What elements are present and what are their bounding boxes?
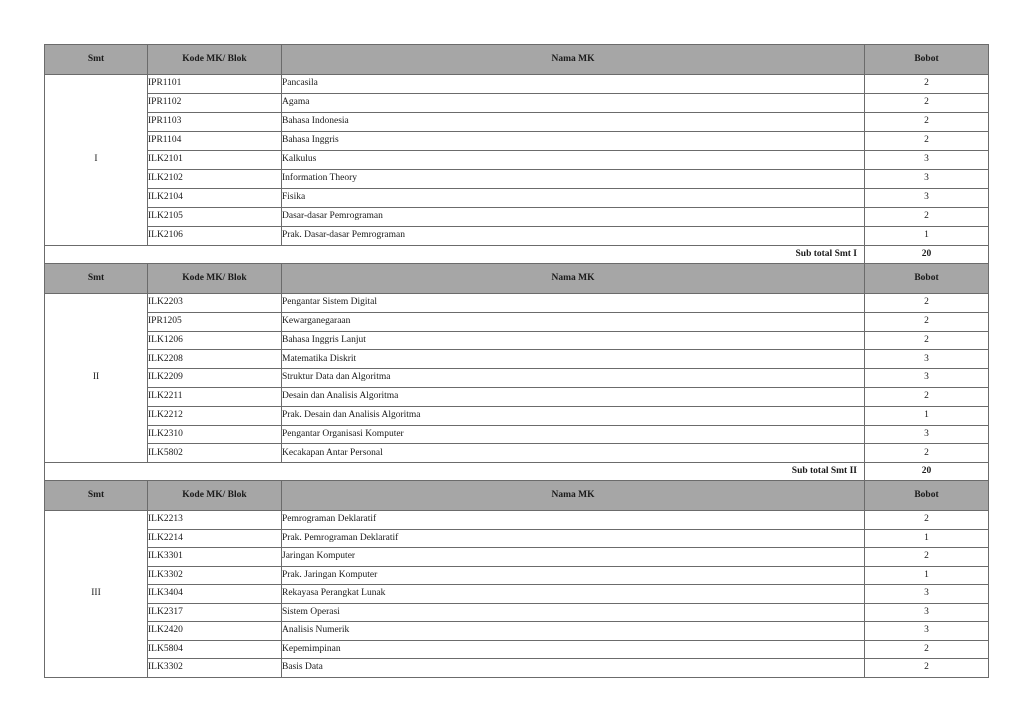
course-weight: 2 — [865, 208, 989, 227]
table-row — [45, 227, 989, 246]
table-row — [45, 444, 989, 463]
semester-table-2 — [44, 263, 989, 481]
table-row — [45, 548, 989, 567]
header-kode: Kode MK/ Blok — [148, 481, 282, 511]
course-name: Kewarganegaraan — [282, 312, 865, 331]
course-weight: 2 — [865, 659, 989, 678]
course-code: ILK3301 — [148, 548, 282, 567]
table-row — [45, 312, 989, 331]
table-row — [45, 331, 989, 350]
course-code: ILK2310 — [148, 425, 282, 444]
course-weight: 2 — [865, 132, 989, 151]
course-weight: 3 — [865, 350, 989, 369]
table-row — [45, 189, 989, 208]
course-name: Kecakapan Antar Personal — [282, 444, 865, 463]
semester-label: I — [45, 75, 148, 246]
table-row — [45, 622, 989, 641]
course-name: Struktur Data dan Algoritma — [282, 369, 865, 388]
course-weight: 2 — [865, 387, 989, 406]
table-row — [45, 566, 989, 585]
course-code: ILK2317 — [148, 603, 282, 622]
subtotal-value: 20 — [865, 246, 989, 264]
course-name: Pancasila — [282, 75, 865, 94]
course-name: Bahasa Indonesia — [282, 113, 865, 132]
course-weight: 1 — [865, 406, 989, 425]
table-row — [45, 406, 989, 425]
course-name: Bahasa Inggris — [282, 132, 865, 151]
semester-label: III — [45, 511, 148, 678]
table-row — [45, 603, 989, 622]
course-name: Analisis Numerik — [282, 622, 865, 641]
header-smt: Smt — [45, 264, 148, 294]
course-name: Rekayasa Perangkat Lunak — [282, 585, 865, 604]
course-name: Kalkulus — [282, 151, 865, 170]
course-weight: 2 — [865, 294, 989, 313]
course-code: ILK2106 — [148, 227, 282, 246]
table-row — [45, 585, 989, 604]
course-weight: 1 — [865, 227, 989, 246]
course-weight: 3 — [865, 369, 989, 388]
course-name: Pengantar Sistem Digital — [282, 294, 865, 313]
table-row — [45, 151, 989, 170]
header-nama: Nama MK — [282, 264, 865, 294]
course-weight: 2 — [865, 312, 989, 331]
header-bobot: Bobot — [865, 264, 989, 294]
course-name: Information Theory — [282, 170, 865, 189]
course-name: Prak. Pemrograman Deklaratif — [282, 529, 865, 548]
table-row — [45, 659, 989, 678]
course-code: ILK2211 — [148, 387, 282, 406]
course-code: IPR1103 — [148, 113, 282, 132]
course-code: ILK3302 — [148, 566, 282, 585]
subtotal-label: Sub total Smt II — [45, 463, 865, 481]
course-code: ILK5802 — [148, 444, 282, 463]
course-code: ILK2213 — [148, 511, 282, 530]
table-row — [45, 294, 989, 313]
course-weight: 1 — [865, 529, 989, 548]
course-weight: 2 — [865, 331, 989, 350]
header-bobot: Bobot — [865, 45, 989, 75]
curriculum-document — [44, 44, 988, 678]
course-code: ILK3404 — [148, 585, 282, 604]
course-weight: 2 — [865, 113, 989, 132]
course-weight: 2 — [865, 444, 989, 463]
course-weight: 3 — [865, 151, 989, 170]
table-row — [45, 350, 989, 369]
subtotal-value: 20 — [865, 463, 989, 481]
course-code: ILK3302 — [148, 659, 282, 678]
table-row — [45, 640, 989, 659]
header-kode: Kode MK/ Blok — [148, 264, 282, 294]
table-row — [45, 170, 989, 189]
course-name: Kepemimpinan — [282, 640, 865, 659]
course-weight: 2 — [865, 640, 989, 659]
course-name: Jaringan Komputer — [282, 548, 865, 567]
course-code: ILK2214 — [148, 529, 282, 548]
header-bobot: Bobot — [865, 481, 989, 511]
course-weight: 2 — [865, 548, 989, 567]
course-name: Dasar-dasar Pemrograman — [282, 208, 865, 227]
course-weight: 1 — [865, 566, 989, 585]
course-weight: 3 — [865, 622, 989, 641]
table-row — [45, 94, 989, 113]
table-row — [45, 75, 989, 94]
table-row — [45, 511, 989, 530]
course-weight: 2 — [865, 75, 989, 94]
course-code: ILK2101 — [148, 151, 282, 170]
course-code: ILK5804 — [148, 640, 282, 659]
course-weight: 3 — [865, 603, 989, 622]
header-nama: Nama MK — [282, 481, 865, 511]
table-row — [45, 132, 989, 151]
subtotal-label: Sub total Smt I — [45, 246, 865, 264]
course-weight: 3 — [865, 425, 989, 444]
table-row — [45, 387, 989, 406]
course-name: Sistem Operasi — [282, 603, 865, 622]
course-code: IPR1101 — [148, 75, 282, 94]
course-code: IPR1102 — [148, 94, 282, 113]
course-code: ILK2105 — [148, 208, 282, 227]
course-weight: 2 — [865, 511, 989, 530]
semester-label: II — [45, 294, 148, 463]
course-name: Agama — [282, 94, 865, 113]
course-code: IPR1205 — [148, 312, 282, 331]
course-weight: 3 — [865, 189, 989, 208]
course-weight: 3 — [865, 585, 989, 604]
semester-table-3 — [44, 480, 989, 678]
course-name: Fisika — [282, 189, 865, 208]
header-smt: Smt — [45, 481, 148, 511]
course-code: IPR1104 — [148, 132, 282, 151]
table-row — [45, 369, 989, 388]
header-nama: Nama MK — [282, 45, 865, 75]
table-row — [45, 425, 989, 444]
course-code: ILK1206 — [148, 331, 282, 350]
course-name: Bahasa Inggris Lanjut — [282, 331, 865, 350]
table-header-row — [45, 481, 989, 511]
course-weight: 3 — [865, 170, 989, 189]
subtotal-row — [45, 246, 989, 264]
header-smt: Smt — [45, 45, 148, 75]
course-name: Basis Data — [282, 659, 865, 678]
course-code: ILK2208 — [148, 350, 282, 369]
course-weight: 2 — [865, 94, 989, 113]
course-name: Matematika Diskrit — [282, 350, 865, 369]
course-name: Pengantar Organisasi Komputer — [282, 425, 865, 444]
course-code: ILK2102 — [148, 170, 282, 189]
course-name: Prak. Dasar-dasar Pemrograman — [282, 227, 865, 246]
subtotal-row — [45, 463, 989, 481]
course-code: ILK2104 — [148, 189, 282, 208]
table-header-row — [45, 45, 989, 75]
course-name: Prak. Jaringan Komputer — [282, 566, 865, 585]
course-code: ILK2212 — [148, 406, 282, 425]
semester-table-1 — [44, 44, 989, 264]
table-row — [45, 113, 989, 132]
course-name: Prak. Desain dan Analisis Algoritma — [282, 406, 865, 425]
table-row — [45, 529, 989, 548]
course-code: ILK2209 — [148, 369, 282, 388]
course-name: Desain dan Analisis Algoritma — [282, 387, 865, 406]
table-header-row — [45, 264, 989, 294]
course-code: ILK2420 — [148, 622, 282, 641]
course-name: Pemrograman Deklaratif — [282, 511, 865, 530]
course-code: ILK2203 — [148, 294, 282, 313]
header-kode: Kode MK/ Blok — [148, 45, 282, 75]
table-row — [45, 208, 989, 227]
